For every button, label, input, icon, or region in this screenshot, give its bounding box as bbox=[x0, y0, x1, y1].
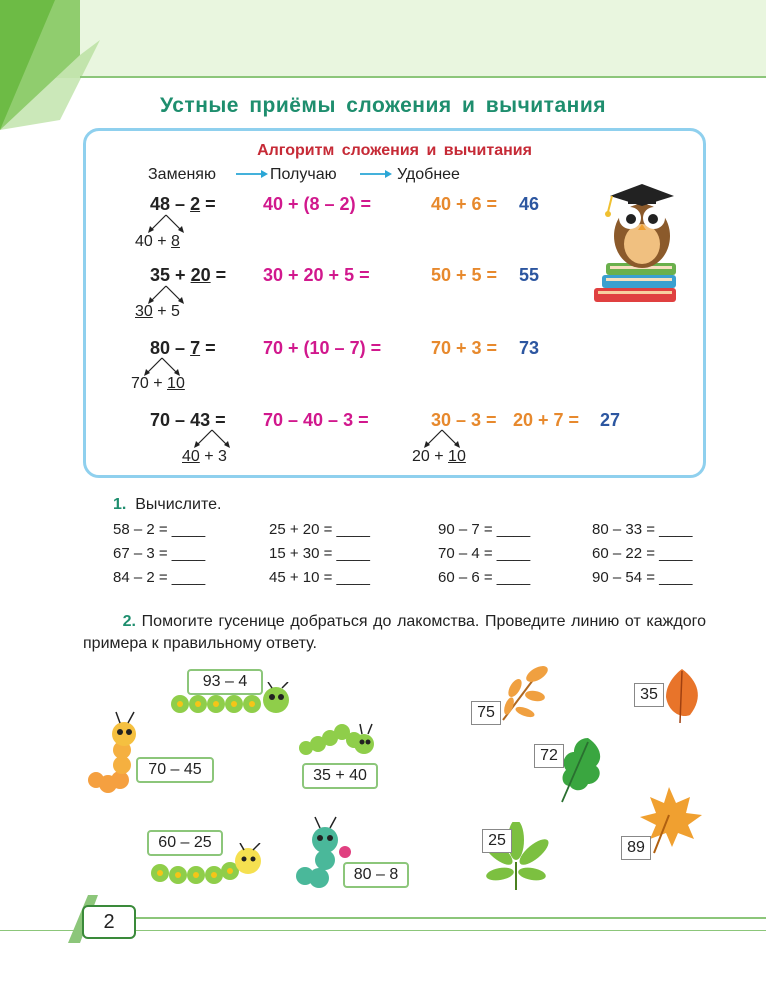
algorithm-title: Алгоритм сложения и вычитания bbox=[257, 142, 532, 159]
row2-step1: 30 + 20 + 5 = bbox=[263, 265, 370, 285]
row4-split2: 20 + 10 bbox=[412, 448, 466, 465]
example-60-25: 60 – 25 bbox=[147, 830, 223, 856]
answer-89: 89 bbox=[621, 836, 651, 860]
row3-step1: 70 + (10 – 7) = bbox=[263, 338, 382, 358]
task1-r1c4: 80 – 33 = ____ bbox=[592, 521, 693, 538]
row3-step2: 70 + 3 = bbox=[431, 338, 498, 358]
caterpillar-icon bbox=[298, 712, 378, 760]
task1-r1c1: 58 – 2 = ____ bbox=[113, 521, 206, 538]
row4-answer: 27 bbox=[600, 410, 621, 430]
row2-split: 30 + 5 bbox=[135, 303, 180, 320]
page-number: 2 bbox=[82, 905, 136, 939]
flow-get: Получаю bbox=[270, 166, 337, 183]
arrow-right-icon bbox=[359, 167, 393, 181]
answer-75: 75 bbox=[471, 701, 501, 725]
row1-step1: 40 + (8 – 2) = bbox=[263, 194, 372, 214]
row3-split: 70 + 10 bbox=[131, 375, 185, 392]
answer-35: 35 bbox=[634, 683, 664, 707]
task1-r1c2: 25 + 20 = ____ bbox=[269, 521, 370, 538]
example-35-40: 35 + 40 bbox=[302, 763, 378, 789]
example-93-4: 93 – 4 bbox=[187, 669, 263, 695]
answer-25: 25 bbox=[482, 829, 512, 853]
arrow-right-icon bbox=[235, 167, 269, 181]
owl-illustration-icon bbox=[592, 178, 684, 306]
footer-line bbox=[132, 917, 766, 919]
row3-answer: 73 bbox=[519, 338, 540, 358]
answer-72: 72 bbox=[534, 744, 564, 768]
row1-split: 40 + 8 bbox=[135, 233, 180, 250]
task1-r3c1: 84 – 2 = ____ bbox=[113, 569, 206, 586]
task1-r3c2: 45 + 10 = ____ bbox=[269, 569, 370, 586]
task1-r2c3: 70 – 4 = ____ bbox=[438, 545, 531, 562]
row4-split: 40 + 3 bbox=[182, 448, 227, 465]
task1-heading: 1. Вычислите. bbox=[113, 496, 222, 513]
caterpillar-icon bbox=[84, 708, 144, 798]
example-80-8: 80 – 8 bbox=[343, 862, 409, 888]
row1-expression: 48 – 2 = bbox=[150, 194, 216, 214]
row4-step1: 70 – 40 – 3 = bbox=[263, 410, 369, 430]
task1-r2c4: 60 – 22 = ____ bbox=[592, 545, 693, 562]
split-arrows-icon bbox=[142, 213, 192, 235]
row3-expression: 80 – 7 = bbox=[150, 338, 216, 358]
task1-r1c3: 90 – 7 = ____ bbox=[438, 521, 531, 538]
row2-answer: 55 bbox=[519, 265, 540, 285]
split-arrows-icon bbox=[188, 428, 238, 450]
page-title: Устные приёмы сложения и вычитания bbox=[159, 94, 606, 117]
green-oak-leaf-icon bbox=[558, 736, 606, 804]
flow-convenient: Удобнее bbox=[397, 166, 460, 183]
header-band bbox=[0, 0, 766, 78]
row4-step2a: 30 – 3 = bbox=[431, 410, 497, 430]
row4-expression: 70 – 43 = bbox=[150, 410, 226, 430]
row2-step2: 50 + 5 = bbox=[431, 265, 498, 285]
task1-r3c4: 90 – 54 = ____ bbox=[592, 569, 693, 586]
split-arrows-icon bbox=[418, 428, 468, 450]
flow-replace: Заменяю bbox=[148, 166, 216, 183]
orange-leaves-icon bbox=[495, 662, 557, 722]
task1-r2c2: 15 + 30 = ____ bbox=[269, 545, 370, 562]
task1-r3c3: 60 – 6 = ____ bbox=[438, 569, 531, 586]
orange-leaf-icon bbox=[660, 667, 705, 725]
row4-step2b: 20 + 7 = bbox=[513, 410, 580, 430]
example-70-45: 70 – 45 bbox=[136, 757, 214, 783]
task2-text: 2. Помогите гусенице добраться до лакомства. Проведите линию от каждого примера к правильному ответу. bbox=[83, 613, 706, 652]
row2-expression: 35 + 20 = bbox=[150, 265, 227, 285]
header-line bbox=[80, 76, 766, 78]
row1-answer: 46 bbox=[519, 194, 540, 214]
task1-r2c1: 67 – 3 = ____ bbox=[113, 545, 206, 562]
row1-step2: 40 + 6 = bbox=[431, 194, 498, 214]
